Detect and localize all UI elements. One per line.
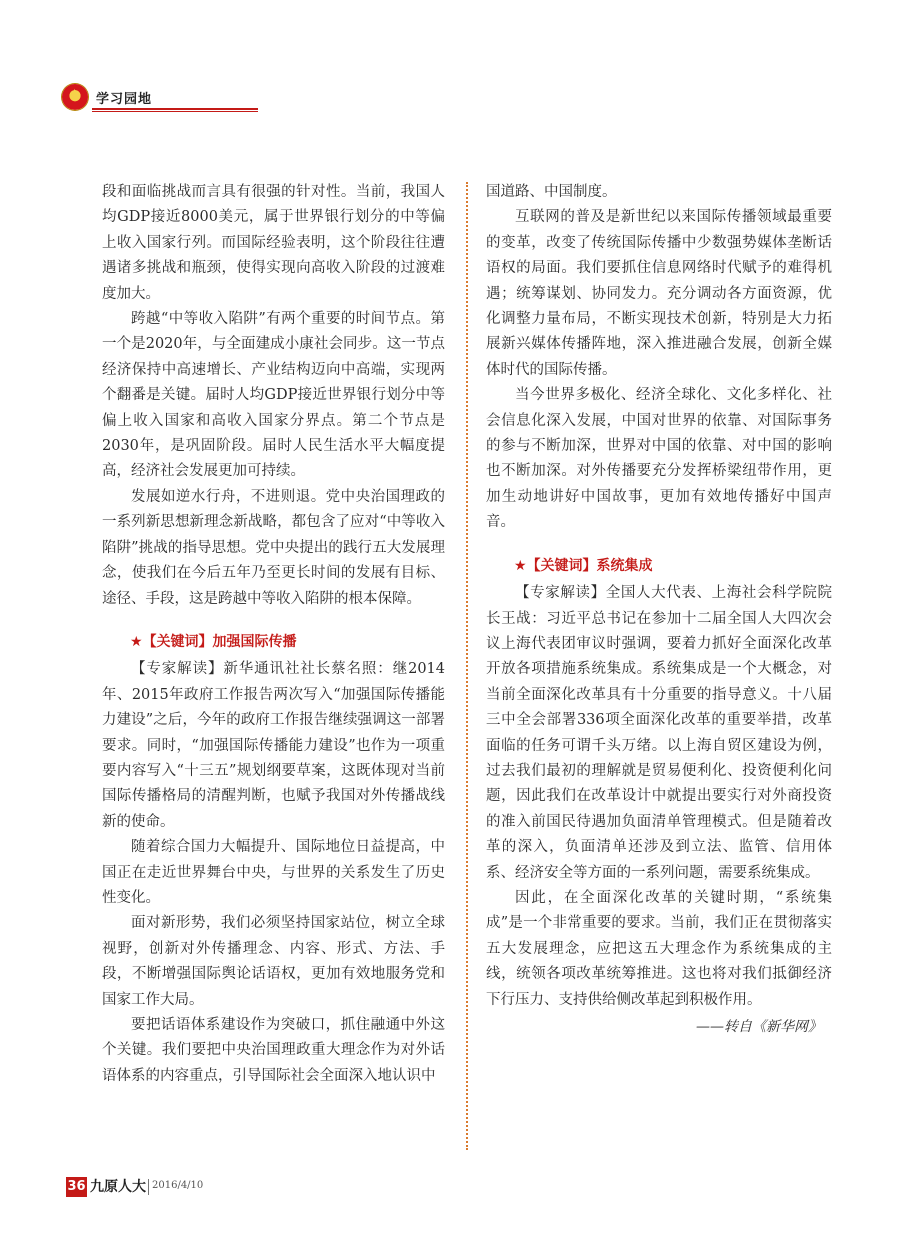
issue-date: 2016/4/10 (152, 1180, 204, 1191)
magazine-name: 九原人大 (90, 1179, 146, 1195)
column-divider (466, 182, 468, 1150)
header-rule-thin (92, 111, 258, 112)
paragraph: 当今世界多极化、经济全球化、文化多样化、社会信息化深入发展，中国对世界的依靠、对国际事务的参与不断加深，世界对中国的依靠、对中国的影响也不断加深。对外传播要充分发挥桥梁纽带作用，更加生动地讲好中国故事，更加有效地传播好中国声音。 (486, 387, 832, 531)
paragraph: 【专家解读】全国人大代表、上海社会科学院院长王战：习近平总书记在参加十二届全国人大四次会议上海代表团审议时强调，要着力抓好全面深化改革开放各项措施系统集成。系统集成是一个大概念，对当前全面深化改革具有十分重要的指导意义。十八届三中全会部署336项全面深化改革的重要举措，改革面临的任务可谓千头万绪。以上海自贸区建设为例，过去我们最初的理解就是贸易便利化、投资便利化问题，因此我们在改革设计中就提出要实行对外商投资的准入前国民待遇加负面清单管理模式。但是随着改革的深入，负面清单还涉及到立法、监管、信用体系、经济安全等方面的一系列问题，需要系统集成。 (486, 585, 832, 881)
paragraph: 发展如逆水行舟，不进则退。党中央治国理政的一系列新思想新理念新战略，都包含了应对“中等收入陷阱”挑战的指导思想。党中央提出的践行五大发展理念，使我们在今后五年乃至更长时间的发展有目标、途径、手段，这是跨越中等收入陷阱的根本保障。 (102, 488, 445, 607)
right-column (486, 180, 832, 1040)
source-attribution: ——转自《新华网》 (696, 1019, 822, 1035)
paragraph: 【专家解读】新华通讯社社长蔡名照：继2014年、2015年政府工作报告两次写入“加强国际传播能力建设”之后，今年的政府工作报告继续强调这一部署要求。同时，“加强国际传播能力建设”也作为一项重要内容写入“十三五”规划纲要草案，这既体现对当前国际传播格局的清醒判断，也赋予我国对外传播战线新的使命。 (102, 661, 445, 830)
paragraph: 随着综合国力大幅提升、国际地位日益提高，中国正在走近世界舞台中央，与世界的关系发生了历史性变化。 (102, 839, 445, 906)
header-rule (92, 108, 258, 110)
paragraph: 互联网的普及是新世纪以来国际传播领域最重要的变革，改变了传统国际传播中少数强势媒体垄断话语权的局面。我们要抓住信息网络时代赋予的难得机遇；统筹谋划、协同发力。充分调动各方面资源，优化调整力量布局，不断实现技术创新，特别是大力拓展新兴媒体传播阵地，深入推进融合发展，创新全媒体时代的国际传播。 (486, 209, 832, 378)
page-number: 36 (66, 1177, 87, 1197)
section-header (62, 82, 202, 114)
left-column (102, 180, 445, 1089)
national-emblem-icon: ★ (62, 84, 88, 110)
paragraph: 段和面临挑战而言具有很强的针对性。当前，我国人均GDP接近8000美元，属于世界银行划分的中等偏上收入国家行列。而国际经验表明，这个阶段往往遭遇诸多挑战和瓶颈，使得实现向高收入阶段的过渡难度加大。 (102, 184, 445, 302)
paragraph: 跨越“中等收入陷阱”有两个重要的时间节点。第一个是2020年，与全面建成小康社会同步。这一节点经济保持中高速增长、产业结构迈向中高端，实现两个翻番是关键。届时人均GDP接近世界银行划分中等偏上收入国家和高收入国家分界点。第二个节点是2030年，是巩固阶段。届时人民生活水平大幅度提高，经济社会发展更加可持续。 (102, 311, 445, 480)
paragraph: 国道路、中国制度。 (486, 184, 617, 200)
keyword-heading: ★【关键词】系统集成 (514, 557, 653, 574)
paragraph: 面对新形势，我们必须坚持国家站位，树立全球视野，创新对外传播理念、内容、形式、方法、手段，不断增强国际舆论话语权，更加有效地服务党和国家工作大局。 (102, 915, 445, 1008)
keyword-heading: ★【关键词】加强国际传播 (130, 633, 297, 650)
footer-separator (148, 1179, 149, 1195)
paragraph: 要把话语体系建设作为突破口，抓住融通中外这个关键。我们要把中央治国理政重大理念作为对外话语体系的内容重点，引导国际社会全面深入地认识中 (102, 1017, 445, 1084)
section-title: 学习园地 (96, 92, 153, 107)
paragraph: 因此，在全面深化改革的关键时期，“系统集成”是一个非常重要的要求。当前，我们正在贯彻落实五大发展理念，应把这五大理念作为系统集成的主线，统领各项改革统筹推进。这也将对我们抵御经济下行压力、支持供给侧改革起到积极作用。 (486, 889, 832, 1008)
